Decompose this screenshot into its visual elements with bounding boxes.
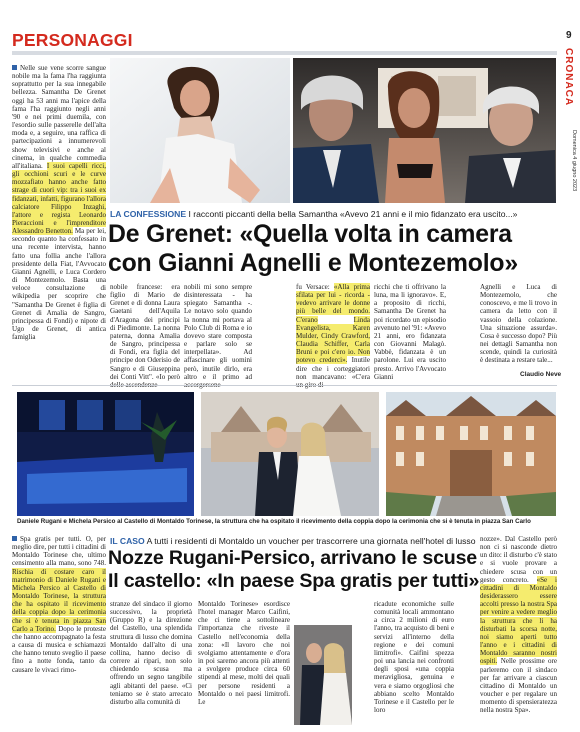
article2-column-4: ricadute economiche sulle comunità locali ammontano a circa 2 milioni di euro l'anno, tra acquisto di beni e servizi all'interno della regione e dei comuni limitrofi». Caifini spezza poi una lancia nei confronti degli sposi «una coppia meravigliosa, genuina e vera e siamo orgogliosi che abbiano scelto Montaldo Torinese e il Castello per le loro	[374, 600, 454, 715]
gallery-caption: Daniele Rugani e Michela Persico al Castello di Montaldo Torinese, la struttura che ha ospitato il ricevimento della coppia dopo la cerimonia che si è tenuta in piazza San Carlo	[17, 518, 531, 525]
article2-col1-tail: Dopo le proteste che hanno accompagnato la festa a causa di musica e schiamazzi che hanno tenuto sveglio il paese fino a notte fonda, tanto da causare le vivaci rimo-	[12, 624, 107, 674]
article2-column-5	[480, 535, 557, 730]
article2-headline-line1: Nozze Rugani-Persico, arrivano le scuse	[108, 547, 477, 569]
article1-kicker-label: LA CONFESSIONE	[110, 209, 187, 219]
bullet-square-icon	[12, 65, 17, 70]
article2-col5-highlight: «Se i cittadini di Montaldo desiderassero essere accolti presso la nostra Spa per venire a vedere meglio la struttura che li ha disturbati la scorsa notte, noi siamo aperti tutto l'anno e i cittadini di Montaldo saranno nostri ospiti.	[480, 575, 557, 666]
article2-column-2: stranze del sindaco il giorno successivo, la proprietà (Gruppo R) e la direzione del Castello, una splendida struttura di lusso che domina Montaldo dall'alto di una collina, hanno deciso di correre ai ripari, non solo chiedendo scusa ma offrendo un segno tangibile agli abitanti del paese. «Ci teniamo se è stato arrecato disturbo alla comunità di	[110, 600, 192, 706]
article2-col5-post: Nelle prossime ore parleremo con il sindaco per far arrivare a ciascun cittadino di Montaldo un voucher e per regalare un momento di spensieratezza nella nostra Spa».	[480, 657, 558, 715]
article2-kicker-text: A tutti i residenti di Montaldo un voucher per trascorrere una giornata nell'hotel di lusso	[146, 536, 476, 546]
bullet-square-icon	[12, 536, 17, 541]
article1-col4-highlight-1: «Alla prima sfilata per lui - ricorda - vedevo arrivare le donne più belle del mondo. C'erano	[296, 283, 371, 324]
article2-col5-pre: nozze». Dal Castello però non ci si nasconde dietro un dito: il disturbo c'è stato e si vuole provare a chiedere scusa con un gesto concreto.	[480, 535, 557, 584]
photo-collage-vip	[293, 58, 556, 203]
article1-column-4	[296, 283, 370, 381]
photo-castle-exterior	[386, 392, 556, 516]
article2-col1-lead: Spa gratis per tutti. O, per meglio dire, per tutti i cittadini di Montaldo Torinese che, ultimo censimento alla mano, sono 748.	[12, 535, 106, 568]
article1-kicker	[110, 209, 558, 219]
article2-kicker	[110, 536, 486, 546]
section-title: PERSONAGGI	[12, 30, 133, 50]
article1-col4-post: Inutile dire che i corteggiatori non mancavano: «C'era	[296, 356, 370, 381]
article1-signature: Claudio Neve	[520, 371, 562, 378]
side-date: Domenica 4 giugno 2023	[571, 130, 577, 192]
article2-column-3: Montaldo Torinese» esordisce l'hotel manager Marco Caifini, che ci tiene a sottolineare l'importanza che riveste il Castello nell'economia della zona: «Il lavoro che noi svolgiamo attentamente e d'ora in poi saremo ancora più attenti a svolgere produce circa 60 stipendi al mese, molti dei quali per persone residenti a Montaldo o nei paesi limitrofi. Le	[198, 600, 290, 706]
article2-kicker-label: IL CASO	[110, 536, 145, 546]
article1-column-5: ricchi che ti offrivano la luna, ma li ignoravo». E, a proposito di ricchi, Samantha De Grenet ha poi ricordato un episodio avvenuto nel '91: «Avevo 21 anni, ero fidanzata con Giovanni Malagò. Vabbè, fidanzata è un parolone. Lui era uscito presto. Arrivo l'Avvocato Gianni	[374, 283, 446, 381]
article1-col1-tail: Ma per lei, secondo quanto ha confessato in una recente intervista, hanno fatto una follia anche l'allora presidente della Fiat, l'Avvocato Gianni Agnelli, e Luca Cordero di Montezemolo. Basta una veloce consultazione di wikipedia per scoprire che "Samantha De Grenet è figlia di Grenet di Amalia de Sangro, principessa di Fondi) e nipote di Ugo de Grenet, di antica famiglia	[12, 227, 106, 342]
article1-column-6: Agnelli e Luca di Montezemolo, che conoscevo, e me li trovo in camera da letto con il vassoio della colazione. Una situazione assurda». Cosa è successo dopo? Più nei dettagli Samantha non scende, quindi la curiosità è destinata a restare tale...	[480, 283, 557, 365]
article1-col1-lead: Nelle sue vene scorre sangue nobile ma la fama l'ha raggiunta soprattutto per la sua innegabile bellezza. Samantha De Grenet oggi ha 53 anni ma l'apice della fama l'ha raggiunto negli anni '90 e nei primi duemila, con l'esordio sulle passerelle dell'alta moda e, a seguire, una raffica di partecipazioni a innumerevoli show televisivi e anche al cinema, in qualche commedia all'italiana.	[12, 64, 106, 170]
article1-kicker-text: I racconti piccanti della bella Samantha «Avevo 21 anni e il mio fidanzato era uscito...»	[188, 209, 518, 219]
section-divider	[12, 51, 557, 55]
article1-col4-pre: fu Versace:	[296, 283, 330, 291]
article1-headline-line1: De Grenet: «Quella volta in camera	[108, 221, 512, 248]
photo-castle-spa-pool	[17, 392, 194, 516]
side-strip	[561, 48, 578, 248]
article1-column-3: nobili mi sono sempre disinteressata - ha spiegato Samantha -. Le notavo solo quando la nonna mi portava al Polo Club di Roma e io dovevo stare composta e parlare solo se interpellata». Ad affascinare gli uomini però, inutile dirlo, era altro e il primo ad	[184, 283, 252, 381]
article-divider	[12, 385, 557, 386]
photo-samantha-portrait	[110, 58, 290, 203]
article1-col4-highlight-2: Linda Evangelista, Karen Mulder, Cindy Crawford, Claudia Schiffer, Carla Bruni e poi c'ero io. Non potevo crederci».	[296, 315, 370, 365]
article1-column-1	[12, 64, 106, 380]
photo-wedding-couple	[201, 392, 379, 516]
article1-col1-highlight: I suoi capelli ricci, gli occhioni scuri e le curve mozzafiato hanno anche fatto strage di cuori vip: tra i suoi ex fidanzati, infatti, figurano l'allora calciatore Filippo Inzaghi, l'attore e regista Leonardo Pieraccioni e l'imprenditore Alessandro Benetton.	[12, 161, 106, 236]
page-number: 9	[566, 30, 572, 41]
article2-headline-line2: Il castello: «In paese Spa gratis per tutti»	[108, 570, 480, 592]
article1-headline-line2: con Gianni Agnelli e Montezemolo»	[108, 250, 518, 277]
article1-column-2: nobile francese: era figlio di Mario de Grenet e di donna Laura Gaetani dell'Aquila d'Aragona dei principi di Piedimonte. La nonna paterna, donna Amalia de Sangro, principessa di Fondi, era figlia del principe don Oderisio de Sangro e di Giuseppina dei Conti Vitt". «Io però	[110, 283, 180, 381]
photo-wedding-inset	[294, 625, 352, 725]
side-label: CRONACA	[563, 48, 574, 107]
article2-column-1	[12, 535, 106, 725]
article2-col1-highlight: Rischia di costare caro il matrimonio di Daniele Rugani e Michela Persico al Castello di Montaldo Torinese, la struttura che ha ospitato il ricevimento della coppia dopo la cerimonia che si è tenuta in piazza San Carlo a Torino.	[12, 567, 106, 633]
